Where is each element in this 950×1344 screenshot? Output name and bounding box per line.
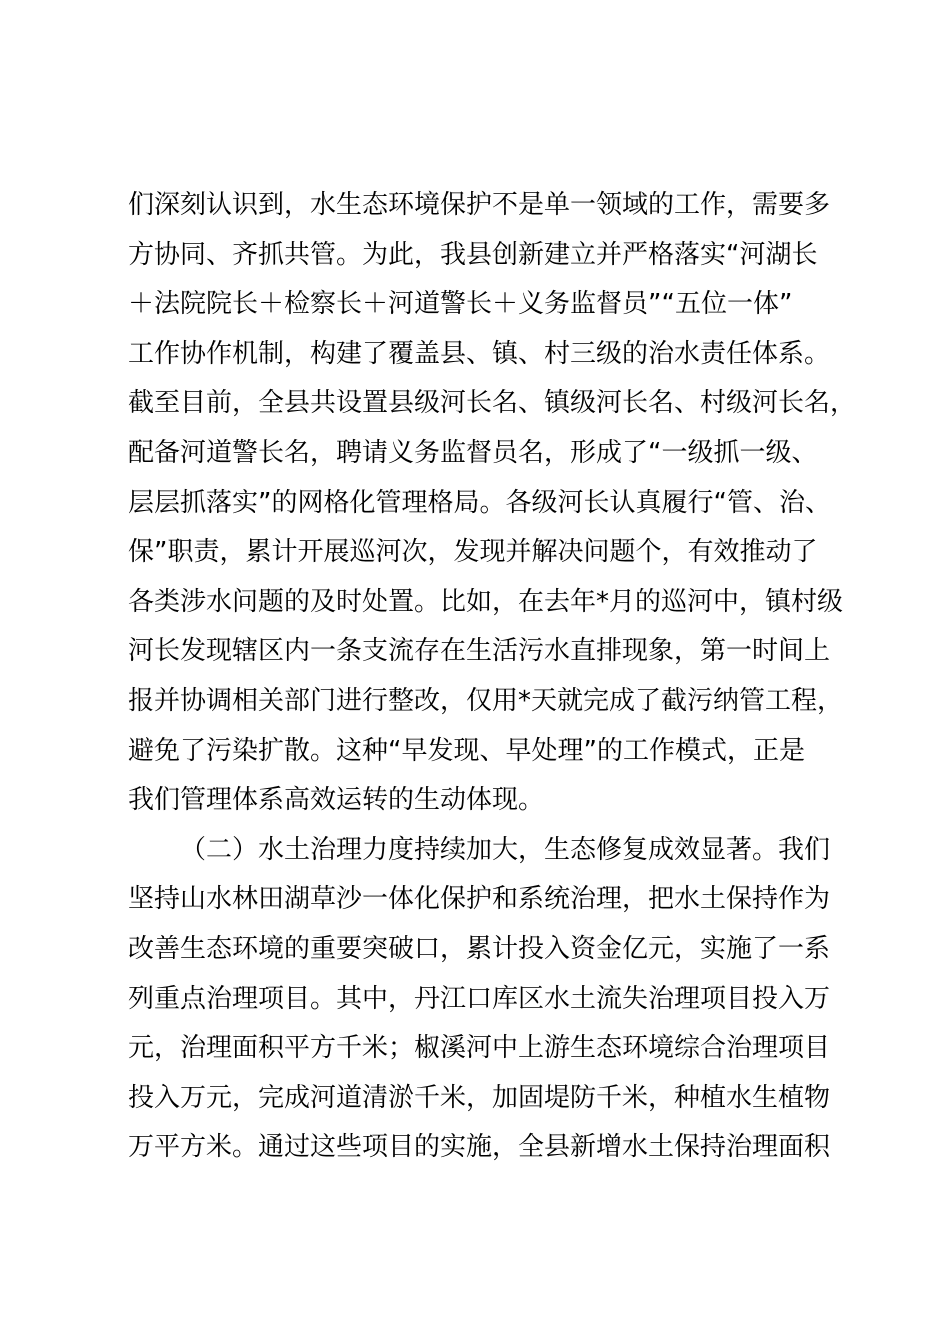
text-line: 报并协调相关部门进行整改，仅用*天就完成了截污纳管工程， xyxy=(128,685,844,716)
body-text xyxy=(128,181,858,1173)
text-line: 改善生态环境的重要突破口，累计投入资金亿元，实施了一系 xyxy=(128,933,831,964)
text-line: ＋法院院长＋检察长＋河道警长＋义务监督员”“五位一体” xyxy=(128,289,793,320)
text-line: 层层抓落实”的网格化管理格局。各级河长认真履行“管、治、 xyxy=(128,487,831,518)
section-heading-line: （二）水土治理力度持续加大，生态修复成效显著。我们 xyxy=(180,834,831,865)
text-line: 截至目前，全县共设置县级河长名、镇级河长名、村级河长名， xyxy=(128,388,857,419)
text-line: 避免了污染扩散。这种“早发现、早处理”的工作模式，正是 xyxy=(128,735,805,766)
text-line: 方协同、齐抓共管。为此，我县创新建立并严格落实“河湖长 xyxy=(128,239,818,270)
text-line: 们深刻认识到，水生态环境保护不是单一领域的工作，需要多 xyxy=(128,190,831,220)
text-line: 列重点治理项目。其中，丹江口库区水土流失治理项目投入万 xyxy=(128,983,831,1014)
text-line: 坚持山水林田湖草沙一体化保护和系统治理，把水土保持作为 xyxy=(128,884,831,915)
text-line: 投入万元，完成河道清淤千米，加固堤防千米，种植水生植物 xyxy=(128,1082,831,1113)
text-line: 保”职责，累计开展巡河次，发现并解决问题个，有效推动了 xyxy=(128,537,818,568)
text-line: 各类涉水问题的及时处置。比如，在去年*月的巡河中，镇村级 xyxy=(128,586,844,617)
text-line: 万平方米。通过这些项目的实施，全县新增水土保持治理面积 xyxy=(128,1132,831,1163)
text-line: 配备河道警长名，聘请义务监督员名，形成了“一级抓一级、 xyxy=(128,437,818,468)
text-line: 工作协作机制，构建了覆盖县、镇、村三级的治水责任体系。 xyxy=(128,338,831,369)
text-line: 元，治理面积平方千米；椒溪河中上游生态环境综合治理项目 xyxy=(128,1033,831,1064)
text-line: 我们管理体系高效运转的生动体现。 xyxy=(128,785,545,816)
text-line: 河长发现辖区内一条支流存在生活污水直排现象，第一时间上 xyxy=(128,636,831,667)
